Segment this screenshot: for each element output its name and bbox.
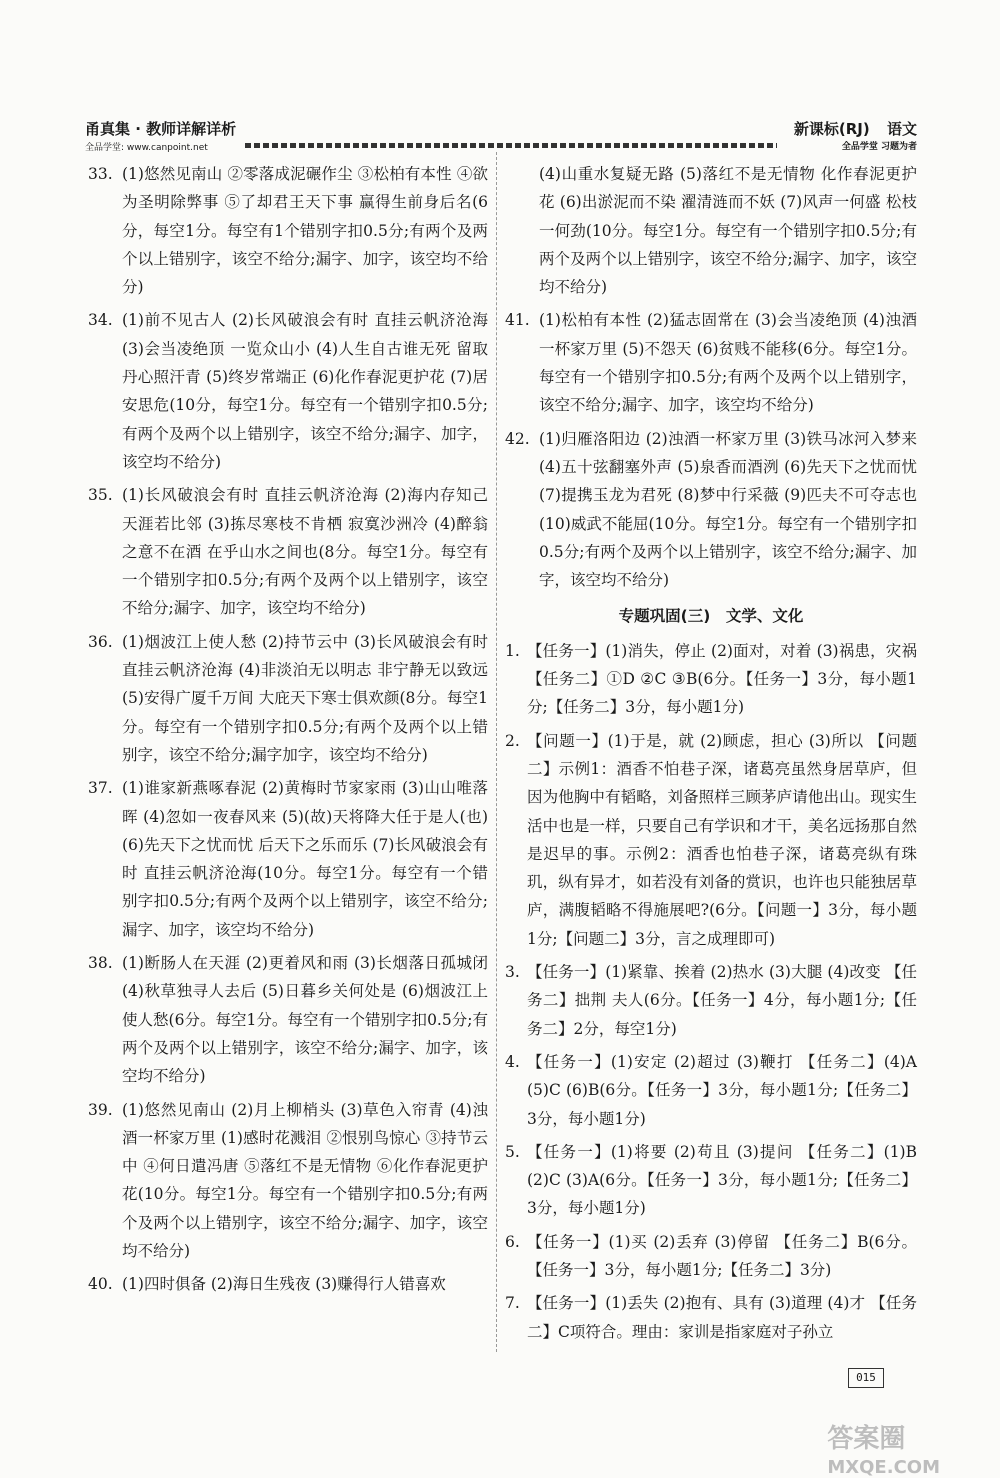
item-text: 【任务一】(1)丢失 (2)抱有、具有 (3)道理 (4)才 【任务二】C项符合。理由：家训是指家庭对子孙立 <box>527 1294 917 1341</box>
item-number: 1. <box>505 641 520 660</box>
item-number: 42. <box>505 429 530 448</box>
header-right <box>782 118 917 139</box>
item-text: (1)悠然见南山 ②零落成泥碾作尘 ③松柏有本性 ④欲为圣明除弊事 ⑤了却君王天下事 赢得生前身后名(6分，每空1分。每空有1个错别字扣0.5分;有两个及两个以上错别字，该空不给分;漏字、加字，该空均不给分) <box>122 165 488 297</box>
item-text: (1)断肠人在天涯 (2)更着风和雨 (3)长烟落日孤城闭 (4)秋草独寻人去后 (5)日暮乡关何处是 (6)烟波江上使人愁(6分。每空1分。每空有一个错别字扣0.5分;有两个及两个以上错别字，该空不给分;漏字、加字，该空均不给分) <box>122 954 488 1086</box>
item-number: 2. <box>505 731 520 750</box>
answer-item <box>88 481 488 622</box>
exercise-item <box>505 637 917 722</box>
answer-item <box>88 949 488 1090</box>
item-number: 36. <box>88 632 113 651</box>
item-text: 【任务一】(1)消失，停止 (2)面对，对着 (3)祸患，灾祸 【任务二】①D ②C ③B(6分。【任务一】3分，每小题1分;【任务二】3分，每小题1分) <box>527 641 917 717</box>
answer-item <box>505 160 917 301</box>
site-url: 全品学堂: www.canpoint.net <box>85 143 208 153</box>
watermark <box>827 1418 940 1478</box>
item-text: (4)山重水复疑无路 (5)落红不是无情物 化作春泥更护花 (6)出淤泥而不染 濯清涟而不妖 (7)风声一何盛 松枝一何劲(10分。每空1分。每空有一个错别字扣0.5分;有两个及两个以上错别字，该空不给分;漏字、加字，该空均不给分) <box>539 165 917 297</box>
subject-label: 语文 <box>886 120 917 138</box>
exercise-item <box>505 1048 917 1133</box>
book-title: 甬真集 · 教师详解详析 <box>85 120 237 138</box>
item-number: 35. <box>88 486 113 505</box>
item-text: (1)四时俱备 (2)海日生残夜 (3)赚得行人错喜欢 <box>122 1275 446 1294</box>
item-number: 6. <box>505 1232 520 1251</box>
item-text: 【问题一】(1)于是，就 (2)顾虑，担心 (3)所以 【问题二】示例1：酒香不怕巷子深，诸葛亮虽然身居草庐，但因为他胸中有韬略，刘备照样三顾茅庐请他出山。现实生活中也是一样，只要自己有学识和才干，美名远扬那自然是迟早的事。示例2：酒香也怕巷子深，诸葛亮纵有珠玑，纵有异才，如若没有刘备的赏识，也许也只能独居草庐，满腹韬略不得施展吧?(6分。【问题一】3分，每小题1分;【问题二】3分，言之成理即可) <box>527 731 917 948</box>
item-number: 39. <box>88 1100 113 1119</box>
item-text: (1)悠然见南山 (2)月上柳梢头 (3)草色入帘青 (4)浊酒一杯家万里 (1)感时花溅泪 ②恨别鸟惊心 ③持节云中 ④何日遣冯唐 ⑤落红不是无情物 ⑥化作春泥更护花(10分。每空1分。每空有一个错别字扣0.5分;有两个及两个以上错别字，该空不给分;漏字、加字，该空均不给分) <box>122 1100 488 1260</box>
column-divider <box>496 152 497 1352</box>
answer-item <box>505 306 917 419</box>
curriculum-standard: 新课标(RJ) <box>793 120 870 138</box>
page-header <box>85 118 917 138</box>
exercise-item <box>505 1228 917 1285</box>
item-number: 3. <box>505 963 520 982</box>
answer-item <box>88 160 488 301</box>
page-number: 015 <box>848 1368 884 1388</box>
item-text: 【任务一】(1)将要 (2)苟且 (3)提问 【任务二】(1)B (2)C (3)A(6分。【任务一】3分，每小题1分;【任务二】3分，每小题1分) <box>527 1142 917 1218</box>
exercise-item <box>505 958 917 1043</box>
watermark-text: 答案圈 <box>827 1424 906 1454</box>
item-text: (1)松柏有本性 (2)猛志固常在 (3)会当凌绝顶 (4)浊酒一杯家万里 (5)不怨天 (6)贫贱不能移(6分。每空1分。每空有一个错别字扣0.5分;有两个及两个以上错别字，该空不给分;漏字、加字，该空均不给分) <box>539 311 917 415</box>
item-text: 【任务一】(1)买 (2)丢弃 (3)停留 【任务二】B(6分。【任务一】3分，每小题1分;【任务二】3分) <box>527 1232 917 1279</box>
sub-header <box>85 140 917 152</box>
answer-item <box>505 425 917 595</box>
exercise-item <box>505 1138 917 1223</box>
item-text: 【任务一】(1)紧靠、挨着 (2)热水 (3)大腿 (4)改变 【任务二】拙荆 夫人(6分。【任务一】4分，每小题1分;【任务二】2分，每空1分) <box>527 963 917 1038</box>
item-number: 33. <box>88 165 113 183</box>
answer-item <box>88 1096 488 1266</box>
item-number: 34. <box>88 311 113 330</box>
right-column <box>505 160 917 1351</box>
answer-item <box>88 306 488 476</box>
section-title: 专题巩固(三) 文学、文化 <box>618 607 804 626</box>
exercise-item <box>505 727 917 953</box>
item-number: 38. <box>88 954 113 973</box>
item-text: 【任务一】(1)安定 (2)超过 (3)鞭打 【任务二】(4)A (5)C (6)B(6分。【任务一】3分，每小题1分;【任务二】3分，每小题1分) <box>527 1052 917 1128</box>
item-text: (1)前不见古人 (2)长风破浪会有时 直挂云帆济沧海 (3)会当凌绝顶 一览众山小 (4)人生自古谁无死 留取丹心照汗青 (5)终岁常端正 (6)化作春泥更护花 (7)居安思危(10分，每空1分。每空有一个错别字扣0.5分;有两个及两个以上错别字，该空不给分;漏字、加字，该空均不给分) <box>122 311 488 471</box>
item-number: 41. <box>505 311 530 330</box>
item-text: (1)归雁洛阳边 (2)浊酒一杯家万里 (3)铁马冰河入梦来 (4)五十弦翻塞外声 (5)泉香而酒洌 (6)先天下之忧而忧 (7)提携玉龙为君死 (8)梦中行采薇 (9)匹夫不可夺志也 (10)威武不能屈(10分。每空1分。每空有一个错别字扣0.5分;有两个及两个以上错别字，该空不给分;漏字、加字，该空均不给分) <box>539 429 917 590</box>
header-rule <box>245 143 777 148</box>
answer-item <box>88 774 488 944</box>
watermark-url: MXQE.COM <box>827 1457 940 1478</box>
item-text: (1)谁家新燕啄春泥 (2)黄梅时节家家雨 (3)山山唯落晖 (4)忽如一夜春风来 (5)(故)天将降大任于是人(也) (6)先天下之忧而忧 后天下之乐而乐 (7)长风破浪会有时 直挂云帆济沧海(10分。每空1分。每空有一个错别字扣0.5分;有两个及两个以上错别字，该空不给分;漏字、加字，该空均不给分) <box>122 779 488 939</box>
item-number: 7. <box>505 1294 520 1313</box>
item-number: 4. <box>505 1052 520 1071</box>
item-number: 5. <box>505 1142 520 1161</box>
left-column <box>88 160 488 1304</box>
exercise-item <box>505 1289 917 1346</box>
item-number <box>505 160 539 301</box>
answer-item <box>88 628 488 769</box>
item-number: 37. <box>88 779 113 798</box>
item-number: 40. <box>88 1275 113 1294</box>
brand-logo-text: 全品学堂 习题为者 <box>841 142 917 152</box>
answer-item <box>88 1270 488 1298</box>
item-text: (1)长风破浪会有时 直挂云帆济沧海 (2)海内存知己 天涯若比邻 (3)拣尽寒枝不肯栖 寂寞沙洲冷 (4)醉翁之意不在酒 在乎山水之间也(8分。每空1分。每空有一个错别字扣0.5分;有两个及两个以上错别字，该空不给分;漏字、加字，该空均不给分) <box>122 486 488 618</box>
item-text: (1)烟波江上使人愁 (2)持节云中 (3)长风破浪会有时 直挂云帆济沧海 (4)非淡泊无以明志 非宁静无以致远 (5)安得广厦千万间 大庇天下寒士俱欢颜(8分。每空1分。每空有一个错别字扣0.5分;有两个及两个以上错别字，该空不给分;漏字加字，该空均不给分) <box>122 632 488 764</box>
